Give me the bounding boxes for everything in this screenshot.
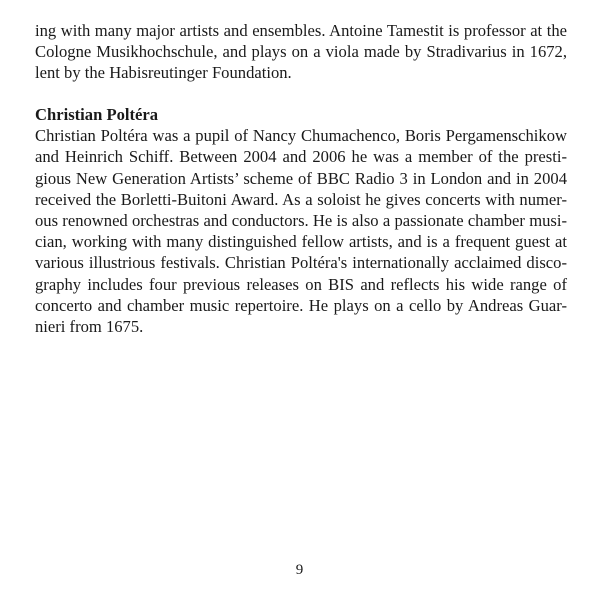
paragraph-line: various illustrious festivals. Christian Poltéra's internationally acclaimed disco- <box>35 253 567 273</box>
page-number: 9 <box>295 562 304 578</box>
biography-section <box>35 104 567 337</box>
paragraph-line: ous renowned orchestras and conductors. He is also a passionate chamber musi- <box>35 211 567 231</box>
paragraph-line: lent by the Habisreutinger Foundation. <box>35 63 292 83</box>
section-heading: Christian Poltéra <box>35 105 159 124</box>
paragraph-line: and Heinrich Schiff. Between 2004 and 2006 he was a member of the presti- <box>35 147 567 167</box>
paragraph-line: Cologne Musikhochschule, and plays on a viola made by Stradivarius in 1672, <box>35 42 567 62</box>
paragraph-line: cian, working with many distinguished fellow artists, and is a frequent guest at <box>35 232 567 252</box>
paragraph-line: gious New Generation Artists’ scheme of BBC Radio 3 in London and in 2004 <box>35 168 567 188</box>
paragraph-line: concerto and chamber music repertoire. He plays on a cello by Andreas Guar- <box>35 295 567 315</box>
paragraph-line: ing with many major artists and ensembles. Antoine Tamestit is professor at the <box>35 21 567 40</box>
paragraph-line: graphy includes four previous releases on BIS and reflects his wide range of <box>35 274 567 294</box>
intro-paragraph <box>35 20 567 84</box>
paragraph-line: nieri from 1675. <box>35 317 144 337</box>
paragraph-line: received the Borletti-Buitoni Award. As a soloist he gives concerts with numer- <box>35 189 567 209</box>
paragraph-line: Christian Poltéra was a pupil of Nancy Chumachenco, Boris Pergamenschikow <box>35 126 567 146</box>
